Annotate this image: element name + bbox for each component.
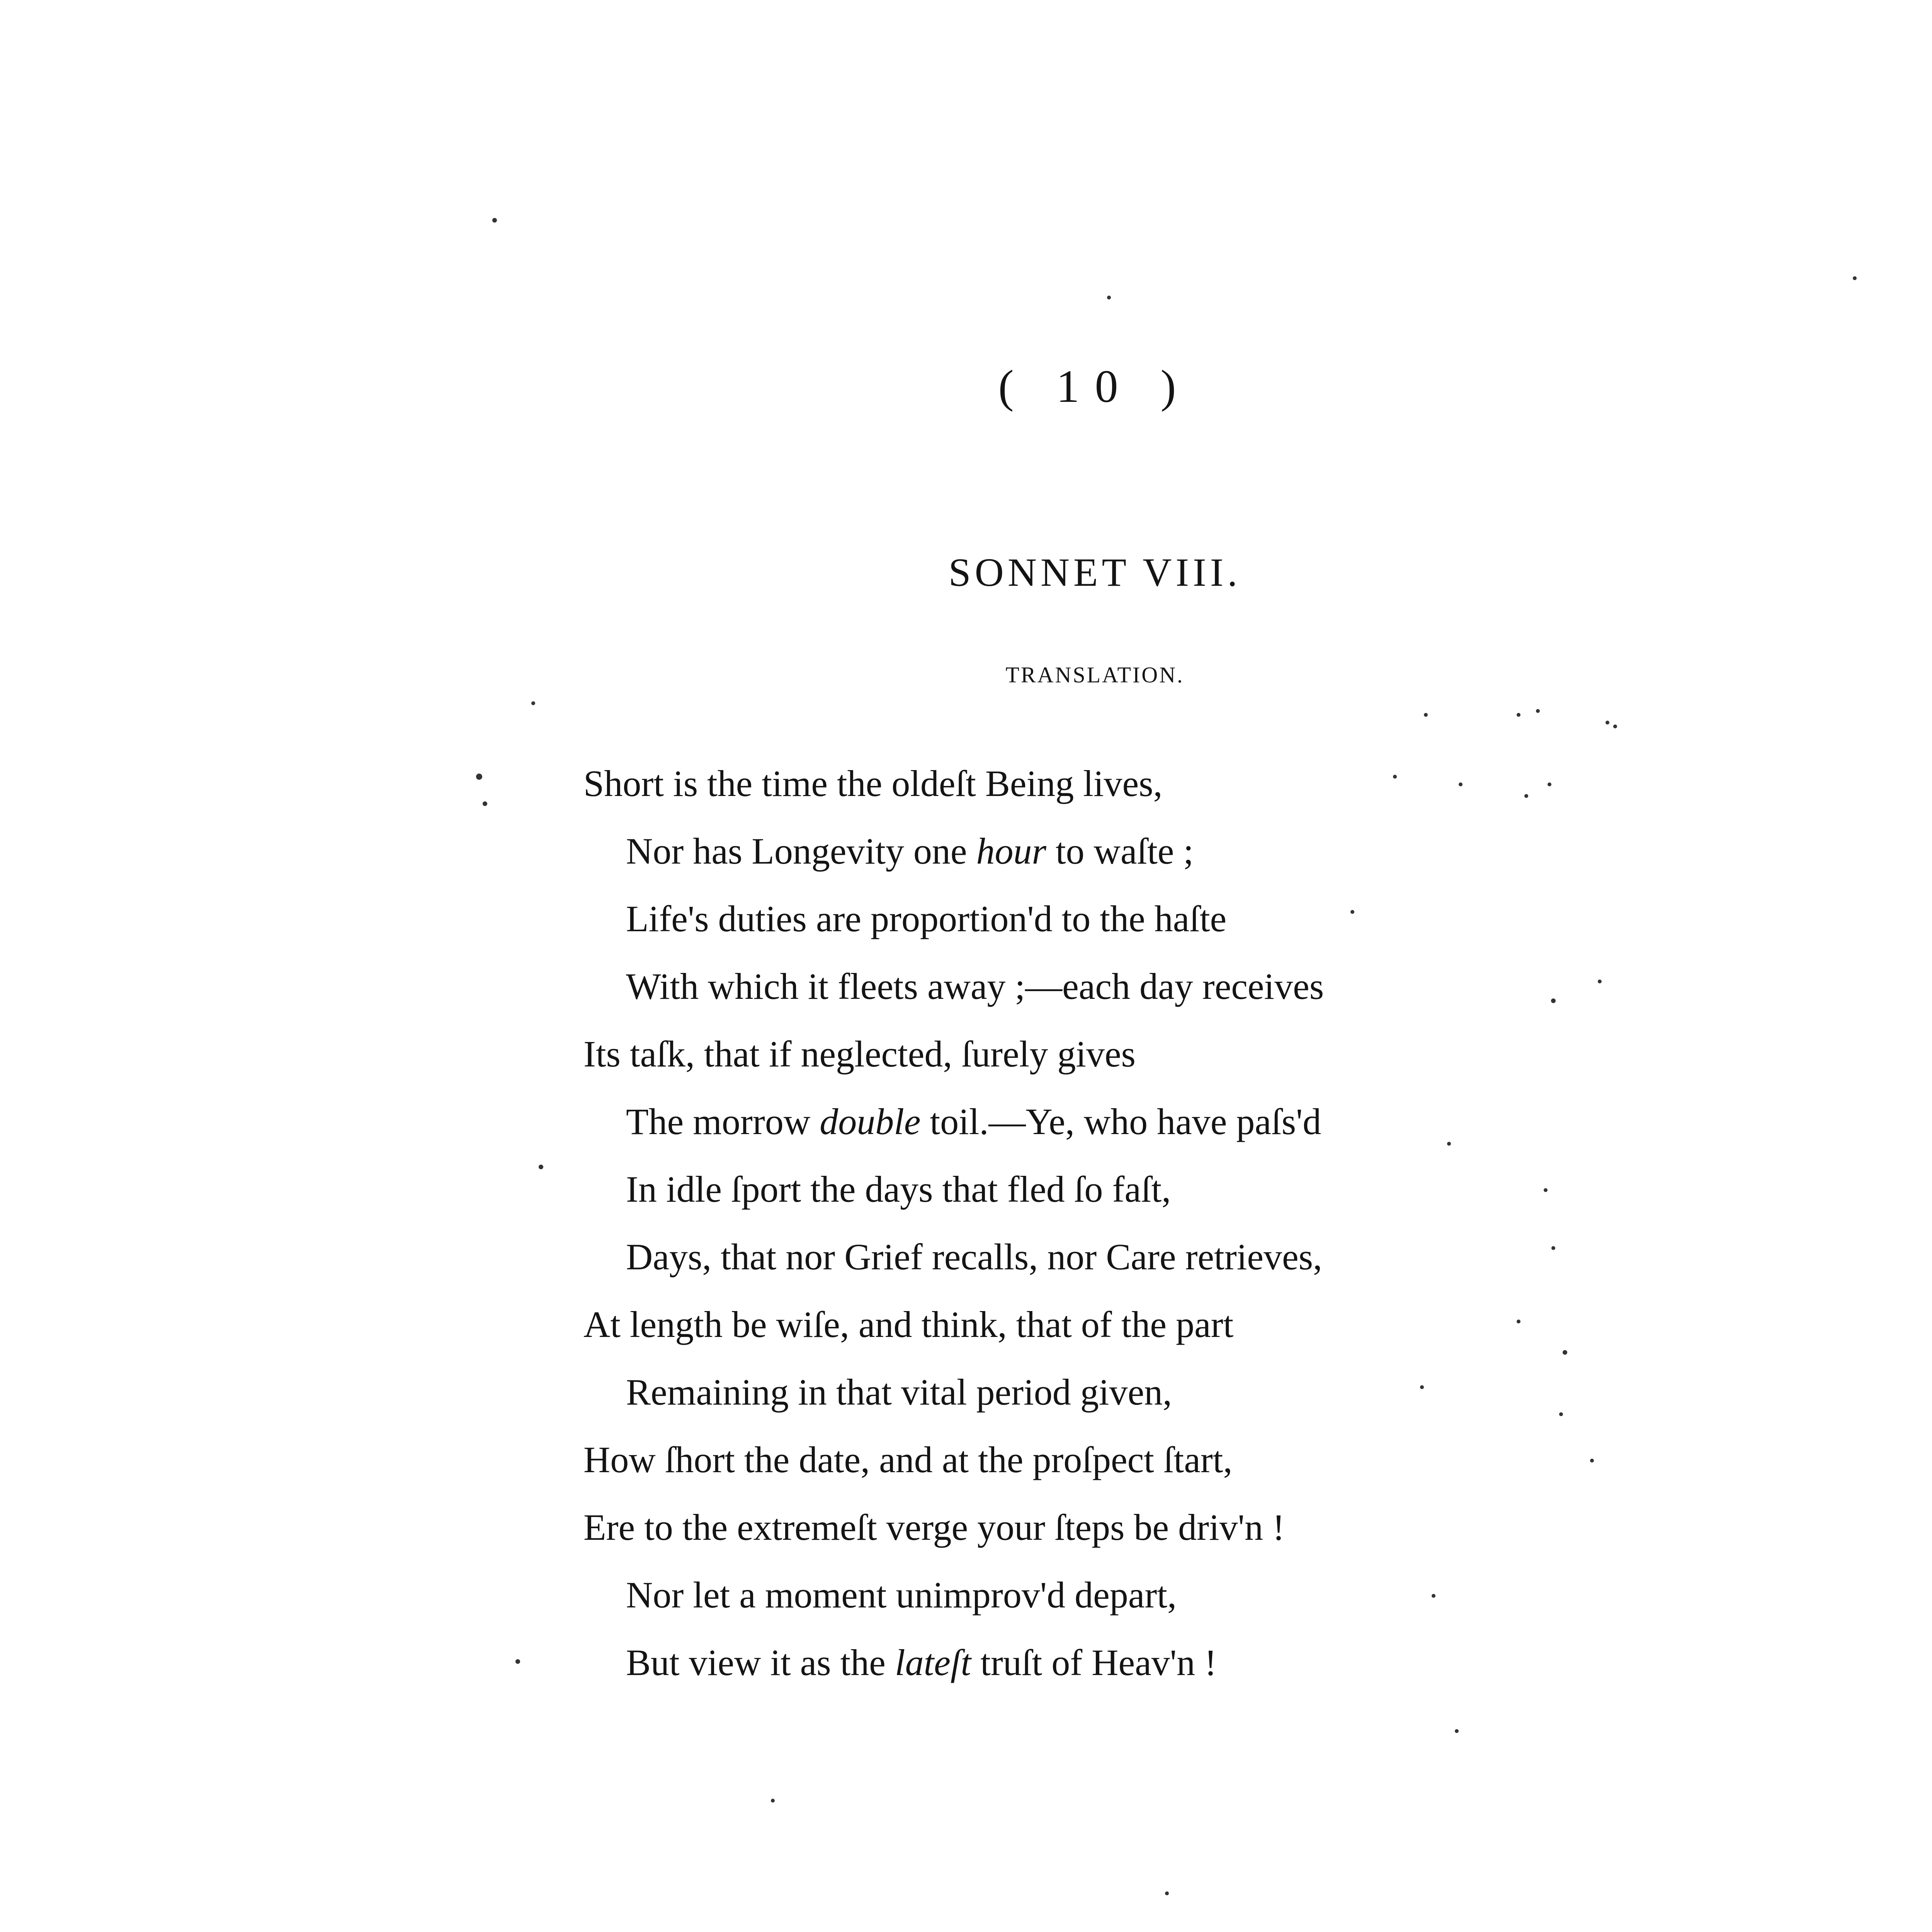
poem-line bbox=[583, 1493, 1859, 1561]
poem-text: But view it as the bbox=[626, 1642, 895, 1683]
poem-text: Ere to the extremeſt verge your ſteps be driv'n ! bbox=[583, 1507, 1285, 1548]
poem-italic-text: hour bbox=[976, 830, 1046, 872]
poem-text: With which it fleets away ;—each day receives bbox=[626, 966, 1324, 1007]
poem-text: Life's duties are proportion'd to the haſte bbox=[626, 898, 1227, 939]
poem-line bbox=[583, 885, 1859, 952]
poem-text: Its taſk, that if neglected, ſurely gives bbox=[583, 1033, 1136, 1075]
poem-line bbox=[583, 1223, 1859, 1291]
poem-line bbox=[583, 1155, 1859, 1223]
poem-line bbox=[583, 1020, 1859, 1088]
poem-text: At length be wiſe, and think, that of the part bbox=[583, 1304, 1234, 1345]
poem-line bbox=[583, 750, 1859, 817]
poem-text: Short is the time the oldeſt Being lives, bbox=[583, 763, 1163, 804]
poem-text: Nor let a moment unimprov'd depart, bbox=[626, 1574, 1177, 1616]
sonnet-subtitle: TRANSLATION. bbox=[1005, 662, 1184, 687]
poem-text: Nor has Longevity one bbox=[626, 830, 976, 872]
poem-text: to waſte ; bbox=[1046, 830, 1194, 872]
poem-text: How ſhort the date, and at the proſpect ſtart, bbox=[583, 1439, 1233, 1480]
sonnet-title: SONNET VIII. bbox=[948, 550, 1242, 595]
poem-text: In idle ſport the days that fled ſo faſt, bbox=[626, 1168, 1171, 1210]
poem-italic-text: lateſt bbox=[895, 1642, 971, 1683]
poem-line bbox=[583, 1088, 1859, 1155]
poem-line bbox=[583, 1629, 1859, 1696]
poem-text: toil.—Ye, who have paſs'd bbox=[920, 1101, 1321, 1142]
poem-line bbox=[583, 952, 1859, 1020]
poem-line bbox=[583, 1358, 1859, 1426]
page-number: ( 10 ) bbox=[998, 361, 1192, 412]
poem-line bbox=[583, 1291, 1859, 1358]
poem-line bbox=[583, 817, 1859, 885]
poem-text: Days, that nor Grief recalls, nor Care retrieves, bbox=[626, 1236, 1322, 1277]
poem-text: truſt of Heav'n ! bbox=[971, 1642, 1217, 1683]
poem-text: The morrow bbox=[626, 1101, 820, 1142]
poem-line bbox=[583, 1561, 1859, 1629]
poem-line bbox=[583, 1426, 1859, 1493]
poem-body bbox=[583, 750, 1859, 1696]
poem-text: Remaining in that vital period given, bbox=[626, 1371, 1172, 1413]
poem-italic-text: double bbox=[820, 1101, 921, 1142]
